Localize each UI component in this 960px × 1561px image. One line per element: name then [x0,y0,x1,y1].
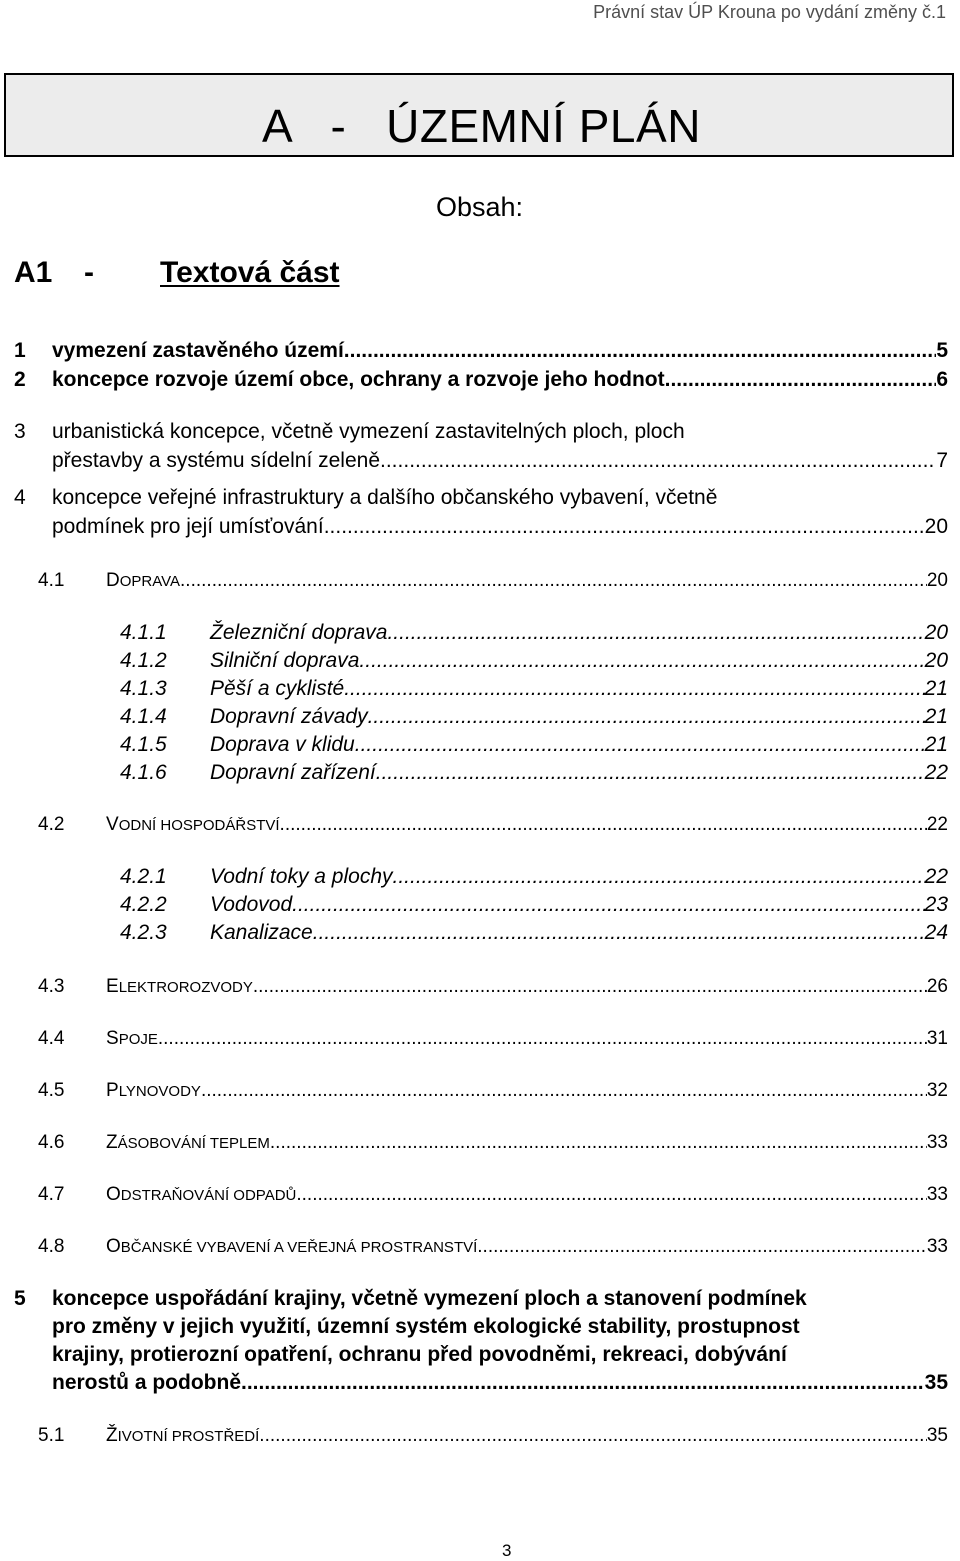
contents-label: Obsah: [436,192,524,222]
toc-leader [380,449,936,473]
toc-leader [368,705,925,729]
toc-number: 4.1.2 [120,649,167,672]
toc-number: 4.7 [38,1184,65,1205]
part-heading [14,256,340,290]
toc-entry-1[interactable] [0,339,960,367]
toc-entry-4-cont[interactable] [0,515,960,543]
part-name: Textová část [160,256,340,289]
toc-leader [359,649,924,673]
page-number: 3 [502,1541,512,1560]
toc-entry-5-cont-3[interactable] [0,1371,960,1399]
toc-page: 21 [924,677,948,700]
toc-title: Kanalizace [210,921,313,944]
toc-title: LEKTROROZVODY [118,979,253,996]
toc-number: 4.8 [38,1236,65,1257]
toc-leader [158,1028,927,1050]
toc-page: 21 [924,733,948,756]
toc-entry-3-cont[interactable] [0,449,960,477]
toc-page: 6 [936,368,948,391]
toc-entry-5-cont-2[interactable] [0,1343,960,1371]
toc-entry-4-7[interactable] [0,1184,960,1212]
toc-title-line2: podmínek pro její umísťování [52,515,324,538]
toc-leader [270,1132,927,1154]
toc-number: 2 [14,368,26,391]
toc-page: 24 [924,921,948,944]
toc-title: POJE [118,1031,158,1048]
toc-entry-4-2-2[interactable] [0,893,960,921]
toc-title: Doprava v klidu [210,733,355,756]
toc-number: 4.3 [38,976,65,997]
toc-number: 4.5 [38,1080,65,1101]
toc-title-line1: koncepce uspořádání krajiny, včetně vymezení ploch a stanovení podmínek [52,1287,807,1310]
toc-number: 4.4 [38,1028,65,1049]
toc-page: 35 [924,1371,948,1394]
toc-number: 4.1.5 [120,733,167,756]
toc-entry-5[interactable] [0,1287,960,1315]
toc-entry-5-cont-1[interactable] [0,1315,960,1343]
part-dash: - [84,256,94,289]
toc-page: 20 [924,515,948,538]
toc-title: Železniční doprava [210,621,388,644]
toc-title-line4: nerostů a podobně [52,1371,241,1394]
toc-number: 1 [14,339,26,362]
toc-leader [376,761,925,785]
toc-entry-5-1[interactable] [0,1425,960,1453]
toc-leader [280,814,927,836]
toc-number: 5.1 [38,1425,65,1446]
toc-page: 22 [924,761,948,784]
toc-number: 4.2.3 [120,921,167,944]
toc-page: 7 [936,449,948,472]
toc-leader [344,339,937,363]
toc-title: DSTRAŇOVÁNÍ ODPADŮ [120,1187,297,1204]
toc-number: 5 [14,1287,26,1310]
toc-title-line2: pro změny v jejich využití, územní systém ekologické stability, prostupnost [52,1315,800,1338]
toc-entry-4-1-1[interactable] [0,621,960,649]
toc-entry-4[interactable] [0,486,960,514]
toc-entry-4-2-1[interactable] [0,865,960,893]
toc-entry-4-1-6[interactable] [0,761,960,789]
toc-entry-4-2[interactable] [0,814,960,842]
toc-title: Vodní toky a plochy [210,865,393,888]
toc-page: 33 [926,1236,948,1257]
toc-title: Vodovod [210,893,293,916]
toc-page: 22 [924,865,948,888]
toc-leader [296,1184,927,1206]
toc-title: BČANSKÉ VYBAVENÍ A VEŘEJNÁ PROSTRANSTVÍ [120,1239,478,1256]
toc-page: 31 [926,1028,948,1049]
toc-page: 20 [924,621,948,644]
title-box [4,73,954,157]
toc-entry-4-4[interactable] [0,1028,960,1056]
toc-leader [477,1236,927,1258]
toc-title-line2: přestavby a systému sídelní zeleně [52,449,381,472]
toc-page: 23 [924,893,948,916]
toc-title: koncepce rozvoje území obce, ochrany a rozvoje jeho hodnot [52,368,665,391]
toc-leader [324,515,925,539]
toc-number: 4.1.3 [120,677,167,700]
toc-title: ÁSOBOVÁNÍ TEPLEM [117,1135,270,1152]
toc-number: 4 [14,486,26,509]
toc-number: 4.6 [38,1132,65,1153]
toc-title-initial: O [106,1184,121,1205]
toc-entry-4-1-2[interactable] [0,649,960,677]
toc-title-initial: Ž [106,1425,118,1446]
toc-number: 4.2.1 [120,865,167,888]
toc-entry-4-8[interactable] [0,1236,960,1264]
toc-entry-4-5[interactable] [0,1080,960,1108]
toc-page: 33 [926,1184,948,1205]
toc-number: 4.1 [38,570,65,591]
toc-number: 4.2.2 [120,893,167,916]
toc-page: 35 [926,1425,948,1446]
toc-title-line1: koncepce veřejné infrastruktury a dalšího občanského vybavení, včetně [52,486,718,509]
toc-number: 4.1.1 [120,621,167,644]
toc-title: ODNÍ HOSPODÁŘSTVÍ [118,817,280,834]
document-title: A - ÚZEMNÍ PLÁN [262,100,701,152]
toc-title-initial: E [106,976,119,997]
toc-title: vymezení zastavěného území [52,339,344,362]
toc-number: 4.1.6 [120,761,167,784]
toc-entry-4-2-3[interactable] [0,921,960,949]
toc-page: 21 [924,705,948,728]
toc-number: 4.1.4 [120,705,167,728]
toc-leader [201,1080,927,1102]
toc-leader [259,1425,927,1447]
toc-entry-3[interactable] [0,420,960,448]
toc-entry-4-3[interactable] [0,976,960,1004]
toc-title-initial: O [106,1236,121,1257]
toc-entry-4-1[interactable] [0,570,960,598]
toc-leader [241,1371,925,1395]
toc-title-line1: urbanistická koncepce, včetně vymezení zastavitelných ploch, ploch [52,420,685,443]
toc-leader [344,677,924,701]
toc-page: 20 [924,649,948,672]
running-header: Právní stav ÚP Krouna po vydání změny č.1 [593,2,946,22]
toc-title-initial: V [106,814,119,835]
part-number: A1 [14,256,53,289]
toc-title: IVOTNÍ PROSTŘEDÍ [117,1428,260,1445]
toc-leader [313,921,925,945]
toc-title: Pěší a cyklisté [210,677,345,700]
toc-title-initial: Z [106,1132,118,1153]
toc-title: Silniční doprava [210,649,360,672]
toc-page: 32 [926,1080,948,1101]
toc-leader [393,865,925,889]
toc-page: 26 [926,976,948,997]
toc-page: 22 [926,814,948,835]
toc-title: Dopravní zařízení [210,761,376,784]
toc-title-line3: krajiny, protierozní opatření, ochranu před povodněmi, rekreaci, dobývání [52,1343,787,1366]
toc-leader [387,621,924,645]
toc-leader [665,368,937,392]
toc-leader [253,976,927,998]
toc-leader [355,733,925,757]
toc-entry-4-1-3[interactable] [0,677,960,705]
toc-entry-4-6[interactable] [0,1132,960,1160]
toc-page: 5 [936,339,948,362]
toc-title: Dopravní závady [210,705,368,728]
toc-entry-2[interactable] [0,368,960,396]
toc-entry-4-1-4[interactable] [0,705,960,733]
toc-number: 3 [14,420,26,443]
toc-entry-4-1-5[interactable] [0,733,960,761]
toc-page: 20 [926,570,948,591]
toc-title: LYNOVODY [118,1083,201,1100]
toc-title-initial: S [106,1028,119,1049]
toc-title-initial: D [106,570,120,591]
toc-page: 33 [926,1132,948,1153]
toc-leader [292,893,925,917]
toc-title: OPRAVA [119,573,181,590]
toc-title-initial: P [106,1080,119,1101]
toc-number: 4.2 [38,814,65,835]
toc-leader [180,570,927,592]
